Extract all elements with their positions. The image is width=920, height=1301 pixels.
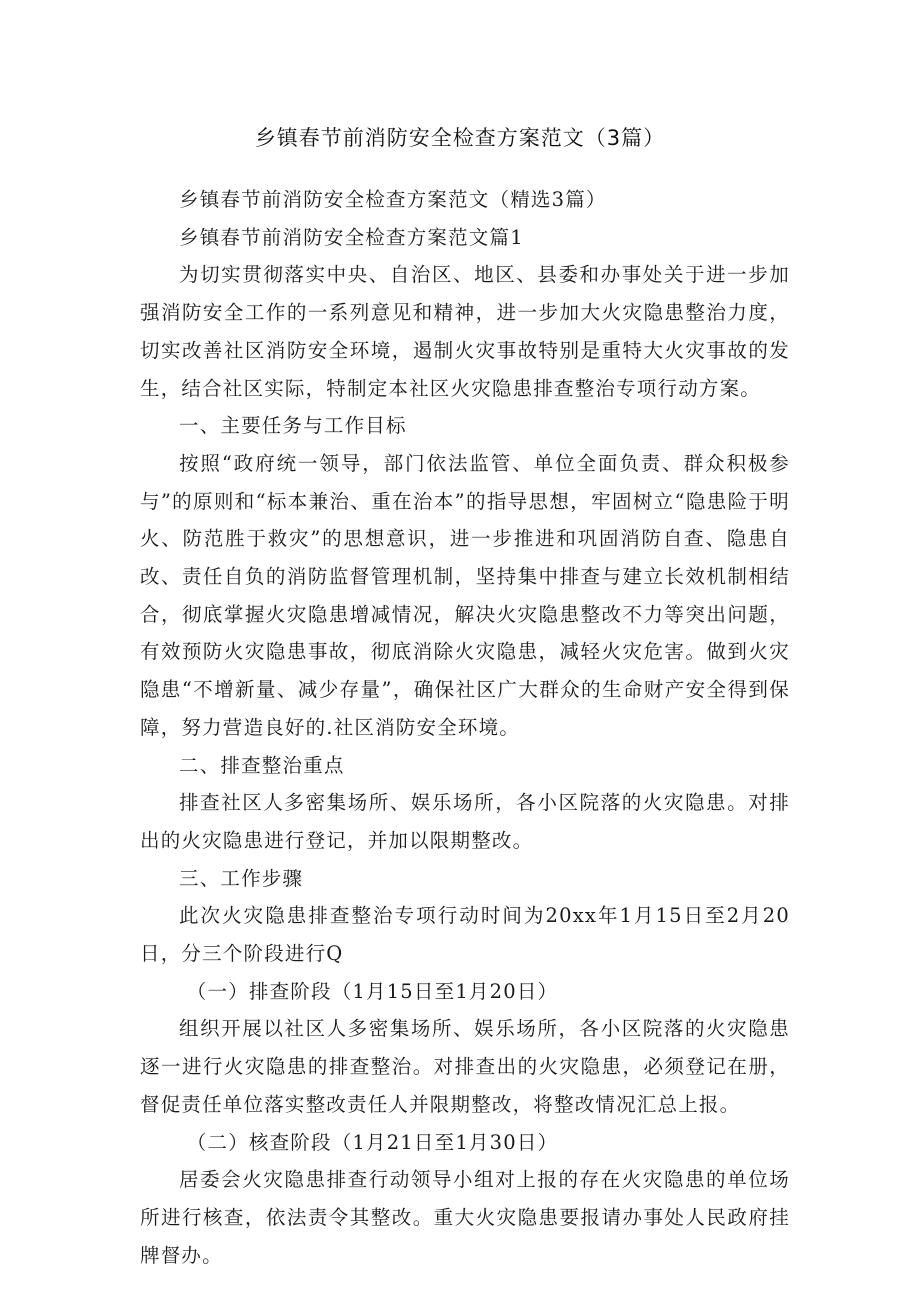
heading-key-points: 二、排查整治重点: [179, 753, 345, 777]
paragraph-subtitle: 乡镇春节前消防安全检查方案范文（精选3篇）: [179, 188, 607, 211]
heading-stage-two: （二）核查阶段（1月21日至1月30日）: [186, 1130, 559, 1154]
paragraph-main-tasks: 按照“政府统一领导，部门依法监管、单位全面负责、群众积极参与”的原则和“标本兼治、重在治本”的指导思想，牢固树立“隐患险于明火、防范胜于救灾”的思想意识，进一步推进和巩固消防自查、隐患自改、责任自负的消防监督管理机制，坚持集中排查与建立长效机制相结合，彻底掌握火灾隐患增减情况，解决火灾隐患整改不力等突出问题，有效预防火灾隐患事故，彻底消除火灾隐患，减轻火灾危害。做到火灾隐患“不增新量、减少存量”，确保社区广大群众的生命财产安全得到保障，努力营造良好的.社区消防安全环境。: [140, 451, 790, 739]
document-body: [140, 181, 790, 1274]
heading-stage-one: （一）排查阶段（1月15日至1月20日）: [186, 979, 559, 1003]
paragraph-section-heading: 乡镇春节前消防安全检查方案范文篇1: [179, 225, 524, 249]
paragraph-stage-two: 居委会火灾隐患排查行动领导小组对上报的存在火灾隐患的单位场所进行核查，依法责令其整改。重大火灾隐患要报请办事处人民政府挂牌督办。: [140, 1168, 790, 1267]
paragraph-stage-one: 组织开展以社区人多密集场所、娱乐场所，各小区院落的火灾隐患逐一进行火灾隐患的排查整治。对排查出的火灾隐患，必须登记在册，督促责任单位落实整改责任人并限期整改，将整改情况汇总上报。: [140, 1017, 790, 1116]
document-title: 乡镇春节前消防安全检查方案范文（3篇）: [254, 126, 666, 150]
paragraph-intro: 为切实贯彻落实中央、自治区、地区、县委和办事处关于进一步加强消防安全工作的一系列意见和精神，进一步加大火灾隐患整治力度，切实改善社区消防安全环境，遏制火灾事故特别是重特大火灾事故的发生，结合社区实际，特制定本社区火灾隐患排查整治专项行动方案。: [140, 263, 790, 400]
paragraph-work-steps: 此次火灾隐患排查整治专项行动时间为20xx年1月15日至2月20日，分三个阶段进行Q: [140, 904, 790, 966]
heading-main-tasks: 一、主要任务与工作目标: [179, 414, 407, 438]
heading-work-steps: 三、工作步骤: [179, 866, 304, 890]
paragraph-key-points: 排查社区人多密集场所、娱乐场所，各小区院落的火灾隐患。对排出的火灾隐患进行登记，并加以限期整改。: [140, 791, 790, 852]
